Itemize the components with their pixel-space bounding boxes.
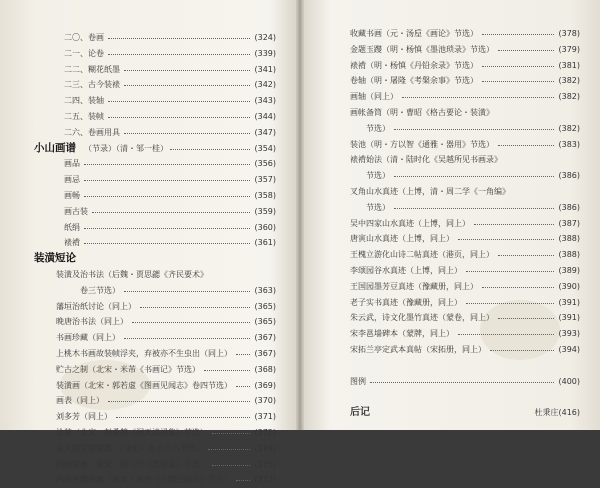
leader-dots [140, 307, 250, 308]
toc-page-number: (400) [558, 376, 580, 386]
toc-entry [40, 362, 276, 378]
toc-entry-title: 节选） [366, 202, 390, 212]
toc-entry [342, 247, 580, 263]
leader-dots [124, 133, 250, 134]
toc-page-number: (388) [558, 250, 580, 260]
toc-list-right [342, 26, 580, 421]
toc-entry [342, 200, 580, 216]
toc-page-number: (378) [558, 29, 580, 38]
toc-entry [40, 77, 276, 93]
toc-page-number: (370) [254, 396, 276, 406]
toc-entry-title: 画古装 [64, 206, 88, 216]
leader-dots [236, 354, 250, 355]
toc-entry [342, 105, 580, 121]
leader-dots [236, 480, 250, 481]
toc-entry-title: 装池（明・方以智《通雅・器用》节选） [350, 139, 494, 149]
leader-dots [394, 208, 554, 209]
leader-dots [498, 318, 554, 319]
toc-entry-title: 画帐备筒（明・曹昭《格古要论・装潢》 [350, 107, 494, 117]
toc-entry-title: 画忌 [64, 175, 80, 185]
toc-section-heading [34, 251, 276, 267]
toc-entry-title: 二二、糊花纸墨 [64, 64, 120, 74]
toc-entry [342, 168, 580, 184]
toc-entry [342, 326, 580, 342]
toc-entry-title: 装潢及治书法（后魏・贾思勰《齐民要术》 [56, 269, 208, 279]
toc-entry-title: 内府装裱（南宋・赵与时《宾退录》节选） [56, 459, 208, 469]
toc-entry-title: 书画珍藏（同上） [56, 333, 120, 343]
toc-entry [40, 93, 276, 109]
toc-entry-title: 二三、古今装裱 [64, 80, 120, 90]
toc-page-number: (357) [254, 175, 276, 185]
toc-entry-title: 朱云武，诗文化墨竹真迹（蒙卷，同上） [350, 313, 494, 323]
toc-entry-title: 藩垣治纸讨论（同上） [56, 301, 136, 311]
leader-dots [458, 334, 554, 335]
toc-entry [342, 295, 580, 311]
leader-dots [482, 287, 554, 288]
toc-entry [40, 472, 276, 488]
leader-dots [394, 129, 554, 130]
toc-entry [342, 216, 580, 232]
toc-page-number: (368) [254, 364, 276, 374]
toc-page-number: (386) [558, 202, 580, 212]
leader-dots [482, 66, 554, 67]
toc-entry [40, 46, 276, 62]
toc-page-number: (382) [558, 76, 580, 86]
toc-entry [342, 58, 580, 74]
toc-page-number: (342) [254, 80, 276, 90]
leader-dots [236, 386, 250, 387]
toc-entry-title: 二一、论卷 [64, 48, 104, 58]
toc-entry-title: 二六、卷画用具 [64, 127, 120, 137]
toc-page-number: (383) [558, 139, 580, 149]
toc-entry-title: 刘多芳（同上） [56, 412, 112, 422]
toc-entry [342, 26, 580, 42]
toc-entry [40, 156, 276, 172]
toc-entry [342, 231, 580, 247]
toc-entry-title: 画畅 [64, 190, 80, 200]
leader-dots [84, 196, 250, 197]
toc-page-number: (382) [558, 92, 580, 102]
leader-dots [108, 101, 250, 102]
toc-page-number: (371) [254, 412, 276, 422]
toc-entry [40, 378, 276, 394]
toc-page-number: 杜秉庄(416) [534, 408, 580, 418]
leader-dots [170, 149, 250, 150]
toc-page-number: (347) [254, 127, 276, 137]
toc-entry [40, 393, 276, 409]
toc-entry [40, 204, 276, 220]
toc-entry [40, 220, 276, 236]
toc-entry-title: 叉角山水真迹（上博，清・周二学《一角编》 [350, 186, 510, 196]
leader-dots [466, 271, 554, 272]
toc-page-number: (375) [254, 459, 276, 469]
toc-entry [342, 42, 580, 58]
leader-dots [84, 228, 250, 229]
toc-entry [40, 267, 276, 283]
leader-dots [490, 350, 554, 351]
toc-entry-title: 卷三节选） [80, 285, 120, 295]
toc-entry-title: 裱褙 [64, 238, 80, 248]
toc-entry [40, 62, 276, 78]
toc-entry [342, 263, 580, 279]
leader-dots [394, 176, 554, 177]
toc-page-number: (390) [558, 281, 580, 291]
toc-entry [40, 188, 276, 204]
toc-page-number: (388) [558, 234, 580, 244]
leader-dots [482, 81, 554, 82]
toc-entry-title: 王槐立游化山诗二帖真迹（港页，同上） [350, 250, 494, 260]
toc-entry [342, 73, 580, 89]
leader-dots [84, 164, 250, 165]
toc-entry-title: 唐寅山水真迹（上博，同上） [350, 234, 454, 244]
leader-dots [124, 291, 250, 292]
toc-page-number: (356) [254, 159, 276, 169]
leader-dots [458, 239, 554, 240]
toc-entry-title: 金题玉躞（明・杨慎《墨池琐录》节选） [350, 44, 494, 54]
leader-dots [124, 338, 250, 339]
toc-entry [40, 299, 276, 315]
leader-dots [498, 145, 554, 146]
toc-entry-title: 内府书籍装潢（南宋・周密《云烟过眼录》节选） [56, 475, 232, 485]
toc-entry [40, 330, 276, 346]
toc-entry [342, 137, 580, 153]
leader-dots [92, 212, 250, 213]
toc-page-number: (363) [254, 285, 276, 295]
leader-dots [108, 54, 250, 55]
toc-entry-title: 论装（北宋・赵希鹄《洞天清禄集》节选） [56, 427, 208, 437]
toc-entry [40, 109, 276, 125]
toc-page-number: (374) [254, 443, 276, 453]
leader-dots [212, 433, 250, 434]
toc-entry-title: 画轴（同上） [350, 92, 398, 102]
leader-dots [124, 70, 250, 71]
toc-entry-title: 小山画谱 [34, 141, 76, 154]
toc-section-heading [34, 141, 276, 157]
toc-spacer [342, 358, 580, 374]
toc-entry-title: 纸绢 [64, 222, 80, 232]
toc-entry-title: 裱褙（明・杨慎《丹铅余录》节选） [350, 60, 478, 70]
leader-dots [498, 50, 554, 51]
toc-entry-title: 金人的官铺装潢（《金史》卷五十八节选） [56, 443, 204, 453]
toc-entry-title: 裱褙始法（清・陆时化《吴越所见书画录》 [350, 155, 502, 165]
toc-entry [40, 283, 276, 299]
toc-list-left [34, 30, 276, 488]
toc-page-number: (367) [254, 348, 276, 358]
toc-page-number: (372) [254, 427, 276, 437]
toc-entry [40, 346, 276, 362]
toc-entry-title: 老子实书真迹（豫藏册，同上） [350, 297, 462, 307]
toc-entry-title: 节选） [366, 171, 390, 181]
toc-page-number: (361) [254, 238, 276, 248]
toc-entry-title: 装潢短论 [34, 252, 76, 265]
toc-section-subtitle: （节录）（清・邹一桂） [84, 143, 168, 153]
leader-dots [482, 34, 554, 35]
leader-dots [108, 401, 250, 402]
toc-page-number: (377) [254, 475, 276, 485]
toc-entry-title: 二五、装帧 [64, 111, 104, 121]
toc-entry-title: 宋拓兰亭定武本真帖（宋拓册，同上） [350, 344, 486, 354]
toc-entry-title: 宋李邕墙碑本（蒙牌，同上） [350, 329, 454, 339]
toc-page-number: (339) [254, 48, 276, 58]
toc-entry [40, 235, 276, 251]
toc-entry [342, 184, 580, 200]
toc-entry-title: 卷轴（明・屠隆《考槃余事》节选） [350, 76, 478, 86]
leader-dots [402, 97, 554, 98]
toc-page-number: (387) [558, 218, 580, 228]
toc-entry-title: 李颂园谷水真迹（上博，同上） [350, 265, 462, 275]
toc-entry [342, 405, 580, 421]
toc-entry-title: 贮古之制（北宋・米芾《书画记》节选） [56, 364, 200, 374]
toc-entry-title: 画表（同上） [56, 396, 104, 406]
toc-page-number: (341) [254, 64, 276, 74]
leader-dots [370, 382, 554, 383]
toc-entry-title: 收藏书画（元・汤垕《画论》节选） [350, 29, 478, 38]
toc-page-number: (391) [558, 297, 580, 307]
toc-page-number: (359) [254, 206, 276, 216]
toc-entry [40, 457, 276, 473]
toc-entry-title: 二四、装轴 [64, 96, 104, 106]
toc-entry [40, 125, 276, 141]
leader-dots [84, 180, 250, 181]
toc-page-number: (394) [558, 344, 580, 354]
toc-entry [40, 314, 276, 330]
toc-entry-title: 上桃木书画故装帧浮夹，弃被亦不生虫出（同上） [56, 348, 232, 358]
toc-entry-title: 画品 [64, 159, 80, 169]
toc-entry [342, 89, 580, 105]
toc-page-number: (344) [254, 111, 276, 121]
toc-entry-title: 晚唐治书法（同上） [56, 317, 128, 327]
toc-entry-title: 后记 [350, 407, 370, 419]
toc-entry [40, 409, 276, 425]
leader-dots [498, 255, 554, 256]
toc-page-number: (389) [558, 265, 580, 275]
toc-entry [342, 374, 580, 390]
toc-page-number: (391) [558, 313, 580, 323]
leader-dots [108, 117, 250, 118]
toc-entry [40, 441, 276, 457]
toc-page-number: (365) [254, 301, 276, 311]
toc-page-number: (381) [558, 60, 580, 70]
toc-entry [342, 152, 580, 168]
toc-entry-title: 二〇、卷画 [64, 33, 104, 42]
leader-dots [208, 449, 250, 450]
toc-page-number: (382) [558, 123, 580, 133]
leader-dots [124, 85, 250, 86]
toc-entry [342, 279, 580, 295]
toc-entry [342, 310, 580, 326]
toc-spacer [342, 389, 580, 405]
toc-page-number: (365) [254, 317, 276, 327]
toc-page-number: (386) [558, 171, 580, 181]
toc-page-number: (369) [254, 380, 276, 390]
leader-dots [474, 224, 554, 225]
toc-entry-title: 节选） [366, 123, 390, 133]
leader-dots [116, 417, 250, 418]
toc-entry [40, 425, 276, 441]
toc-page-number: (393) [558, 329, 580, 339]
right-page [302, 0, 600, 430]
left-page [0, 0, 298, 485]
toc-entry [40, 30, 276, 46]
toc-entry [342, 342, 580, 358]
toc-page-number: (367) [254, 333, 276, 343]
leader-dots [132, 322, 250, 323]
leader-dots [84, 243, 250, 244]
leader-dots [466, 303, 554, 304]
toc-page-number: (358) [254, 190, 276, 200]
leader-dots [204, 370, 250, 371]
leader-dots [212, 465, 250, 466]
toc-entry-title: 吴中四家山水真迹（上博，同上） [350, 218, 470, 228]
toc-entry [342, 121, 580, 137]
toc-page-number: (379) [558, 44, 580, 54]
toc-page-number: (354) [254, 143, 276, 153]
toc-page-number: (343) [254, 96, 276, 106]
toc-page-number: (324) [254, 33, 276, 42]
toc-entry-title: 图例 [350, 376, 366, 386]
toc-page-number: (360) [254, 222, 276, 232]
leader-dots [108, 38, 250, 39]
toc-entry-title: 王国园墨芳豆真迹（豫藏册，同上） [350, 281, 478, 291]
toc-entry-title: 装潢画（北宋・郭若虚《图画见闻志》卷四节选） [56, 380, 232, 390]
toc-entry [40, 172, 276, 188]
